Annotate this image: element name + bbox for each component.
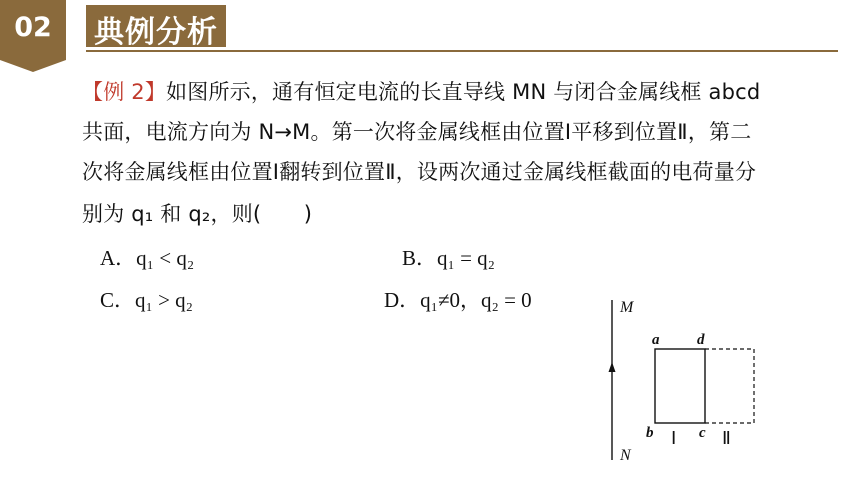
frame-position-1: [655, 349, 705, 423]
option-a-text: q₁ < q₂: [136, 246, 195, 270]
wire-label-m: M: [620, 299, 634, 316]
option-d-label: D．: [384, 288, 421, 312]
question-line-4: 别为 q₁ 和 q₂，则( ): [82, 202, 313, 226]
wire-label-n: N: [620, 447, 631, 464]
question-line-2: 共面，电流方向为 N→M。第一次将金属线框由位置Ⅰ平移到位置Ⅱ，第二: [82, 120, 752, 144]
option-a-label: A．: [100, 246, 137, 270]
header-divider: [86, 50, 838, 52]
option-d-text: q₁≠0，q₂ = 0: [420, 288, 532, 312]
question-line-1-text: 如图所示，通有恒定电流的长直导线 MN 与闭合金属线框 abcd: [166, 80, 761, 104]
corner-label-c: c: [699, 425, 706, 441]
frame-position-2: [705, 349, 754, 423]
option-b[interactable]: [402, 242, 495, 272]
corner-label-a: a: [652, 332, 660, 348]
option-b-text: q₁ = q₂: [437, 246, 496, 270]
position-label-2: Ⅱ: [722, 428, 731, 448]
corner-label-d: d: [697, 332, 705, 348]
option-c-label: C．: [100, 288, 136, 312]
option-c[interactable]: [100, 284, 193, 314]
section-badge: [0, 0, 66, 60]
section-title-box: [86, 5, 226, 50]
option-a[interactable]: [100, 242, 194, 272]
option-b-label: B．: [402, 246, 438, 270]
section-title: 典例分析: [94, 15, 218, 50]
current-arrow-icon: [609, 362, 616, 372]
option-c-text: q₁ > q₂: [135, 288, 194, 312]
option-d[interactable]: [384, 284, 532, 314]
question-tag: 【例 2】: [82, 80, 167, 104]
question-line-3: 次将金属线框由位置Ⅰ翻转到位置Ⅱ，设两次通过金属线框截面的电荷量分: [82, 160, 757, 184]
section-number: 02: [14, 12, 52, 43]
position-label-1: Ⅰ: [671, 428, 677, 448]
circuit-diagram: [600, 292, 760, 468]
corner-label-b: b: [646, 425, 654, 441]
question-line-1: [82, 76, 760, 106]
